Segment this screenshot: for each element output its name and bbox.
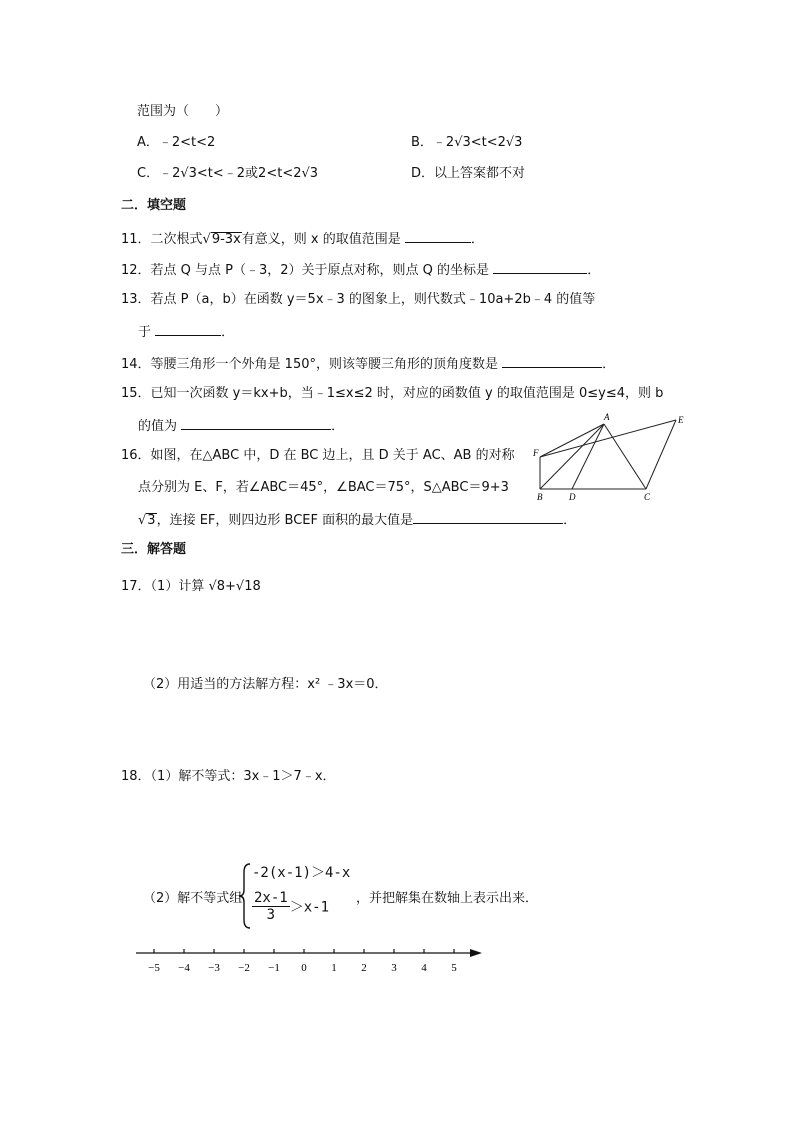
q18-part1: 18．（1）解不等式：3x﹣1＞7﹣x． <box>121 769 336 784</box>
q18-inequality-1: -2(x-1)＞4-x <box>252 865 351 881</box>
label-f: F <box>533 448 539 458</box>
q10-option-d: D．以上答案都不对 <box>411 166 526 181</box>
q18-part2-post: ，并把解集在数轴上表示出来． <box>356 891 539 906</box>
q10-option-c: C．﹣2√3<t<﹣2或2<t<2√3 <box>137 166 319 181</box>
q18-part2-pre: （2）解不等式组 <box>143 891 243 906</box>
number-line-tick-label: −5 <box>148 962 160 974</box>
q10-option-b: B．﹣2√3<t<2√3 <box>411 135 523 150</box>
section-solve: 三．解答题 <box>121 542 187 557</box>
q12-answer-blank[interactable] <box>493 260 587 274</box>
q14-text: 14．等腰三角形一个外角是 150°，则该等腰三角形的顶角度数是 <box>121 357 498 372</box>
q11-end: ． <box>470 232 484 247</box>
q15-answer-blank[interactable] <box>181 416 331 430</box>
section-fill-in-blank: 二．填空题 <box>121 198 187 213</box>
number-line-tick-label: 4 <box>421 962 427 974</box>
q16-answer-blank[interactable] <box>413 510 563 524</box>
q18-fraction-numerator: 2x-1 <box>254 890 288 906</box>
q12-end: ． <box>587 263 601 278</box>
number-line-tick-label: 2 <box>361 962 367 974</box>
label-b: B <box>537 492 543 502</box>
q11-answer-blank[interactable] <box>405 229 471 243</box>
q14-answer-blank[interactable] <box>502 354 602 368</box>
label-a: A <box>604 412 610 422</box>
arrow-icon <box>470 949 482 957</box>
sqrt-symbol: √ <box>138 513 147 528</box>
inequality-system-brace <box>238 862 252 930</box>
number-line-tick-label: −2 <box>238 962 250 974</box>
question-12 <box>121 260 600 280</box>
q16-line2: 点分别为 E、F，若∠ABC＝45°，∠BAC＝75°，S△ABC＝9+3 <box>138 480 509 495</box>
sqrt-symbol: √ <box>202 232 211 247</box>
q10-option-a: A．﹣2<t<2 <box>137 135 216 150</box>
q16-line1: 16．如图，在△ABC 中，D 在 BC 边上，且 D 关于 AC、AB 的对称 <box>121 448 515 463</box>
q11-pre: 11．二次根式 <box>121 232 203 247</box>
number-line-tick-label: −1 <box>268 962 280 974</box>
q16-triangle-figure <box>530 410 690 502</box>
q18-inequality-2-rhs: ＞x-1 <box>289 899 330 916</box>
question-13-line2 <box>138 322 234 342</box>
q17-part2: （2）用适当的方法解方程：x² ﹣3x＝0． <box>143 677 388 692</box>
number-line-tick-label: −3 <box>208 962 220 974</box>
question-11 <box>121 229 484 249</box>
q17-part1-pre: 17．（1）计算 <box>121 579 205 594</box>
q16-line3-text: ，连接 EF，则四边形 BCEF 面积的最大值是 <box>156 513 414 528</box>
label-d: D <box>569 492 576 502</box>
q14-end: ． <box>602 357 616 372</box>
q17-part1-expr: √8+√18 <box>208 579 261 594</box>
q10-tail: 范围为（ ） <box>137 104 229 119</box>
number-line-tick-label: 3 <box>391 962 397 974</box>
question-15-line2 <box>138 416 344 436</box>
q13-line2-text: 于 <box>138 325 152 340</box>
number-line-tick-label: 5 <box>451 962 457 974</box>
q15-line2-text: 的值为 <box>138 419 178 434</box>
q12-text: 12．若点 Q 与点 P（﹣3，2）关于原点对称，则点 Q 的坐标是 <box>121 263 490 278</box>
number-line-tick-label: 1 <box>331 962 337 974</box>
label-c: C <box>644 492 651 502</box>
question-17-part1 <box>121 578 261 596</box>
label-e: E <box>678 415 684 425</box>
q11-post: 有意义，则 x 的取值范围是 <box>241 232 401 247</box>
q15-line1: 15．已知一次函数 y＝kx+b，当﹣1≤x≤2 时，对应的函数值 y 的取值范围是 0≤y≤4，则 b <box>121 386 664 401</box>
q11-radicand: 9-3x <box>211 232 241 247</box>
q16-end: ． <box>563 513 577 528</box>
question-14 <box>121 354 615 374</box>
q13-answer-blank[interactable] <box>155 322 221 336</box>
number-line-tick-label: 0 <box>301 962 307 974</box>
q18-inequality-2 <box>252 890 329 923</box>
q15-end: ． <box>331 419 345 434</box>
q13-end: ． <box>221 325 235 340</box>
number-line-tick-label: −4 <box>178 962 190 974</box>
question-16-line3 <box>138 510 576 530</box>
q16-radicand: 3 <box>147 513 156 528</box>
q13-line1: 13．若点 P（a，b）在函数 y＝5x﹣3 的图象上，则代数式﹣10a+2b﹣4 的值等 <box>121 292 596 307</box>
q18-fraction-denominator: 3 <box>266 907 276 923</box>
number-line[interactable] <box>130 940 490 980</box>
